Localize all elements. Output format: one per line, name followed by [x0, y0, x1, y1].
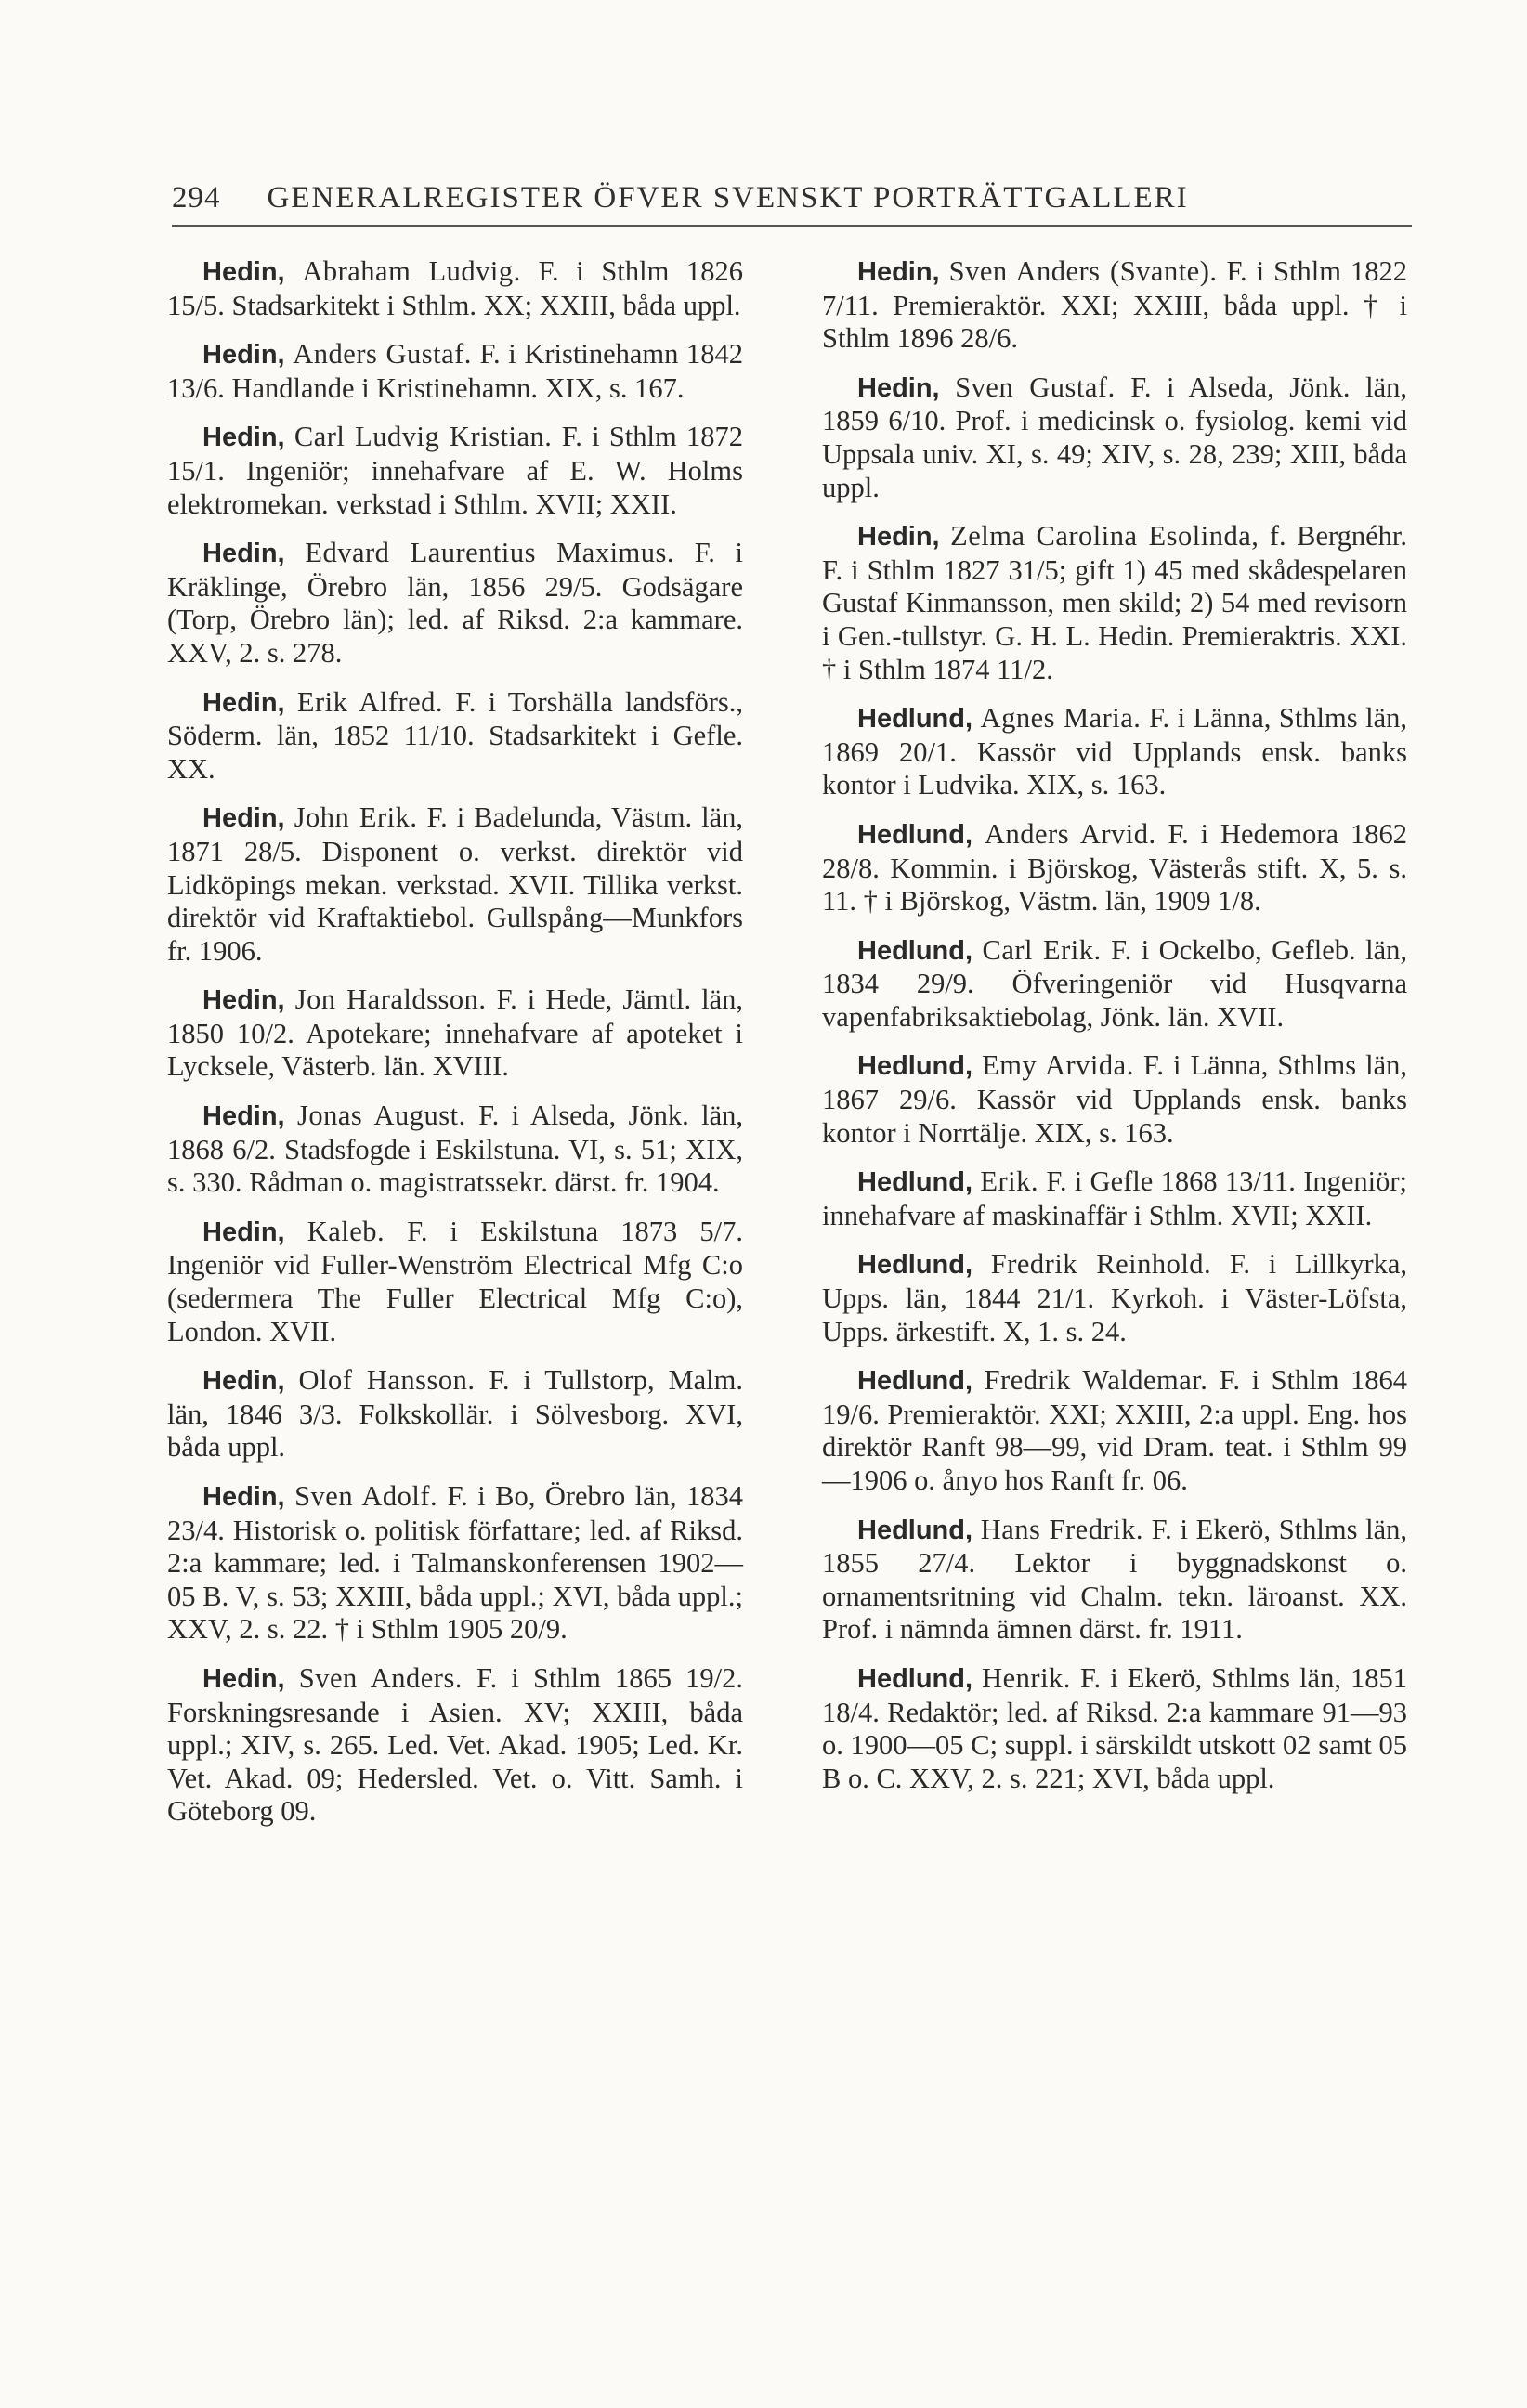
register-entry: [822, 255, 1407, 356]
entry-given-names: Anders Arvid.: [984, 817, 1156, 850]
register-entry: [167, 801, 743, 968]
register-entry: [167, 255, 743, 322]
entry-details: F. i Ekerö, Sthlms län, 1851 18/4. Redaktör; led. af Riksd. 2:a kammare 91—93 o. 1900—05 C; suppl. i särskildt utskott 02 samt 05 B o. C. XXV, 2. s. 221; XVI, båda uppl.: [822, 1661, 1407, 1794]
register-entry: [167, 983, 743, 1084]
entry-surname: Hedin,: [202, 985, 285, 1016]
entry-surname: Hedlund,: [857, 1250, 973, 1281]
right-column: [822, 255, 1407, 1811]
entry-surname: Hedlund,: [857, 1051, 973, 1082]
entry-surname: Hedin,: [202, 1217, 285, 1247]
entry-details: F. i Sthlm 1872 15/1. Ingeniör; innehafvare af E. W. Holms elektromekan. verkstad i Sthlm. XVII; XXII.: [167, 421, 743, 520]
entry-details: F. i Alseda, Jönk. län, 1859 6/10. Prof. i medicinsk o. fysiolog. kemi vid Uppsala univ. XI, s. 49; XIV, s. 28, 239; XIII, båda uppl.: [822, 371, 1407, 503]
entry-details: F. i Sthlm 1865 19/2. Forskningsresande i Asien. XV; XXIII, båda uppl.; XIV, s. 265. Led. Vet. Akad. 1905; Led. Kr. Vet. Akad. 09; Hedersled. Vet. o. Vitt. Samh. i Göteborg 09.: [167, 1661, 743, 1828]
register-entry: [822, 371, 1407, 504]
entry-details: F. i Hedemora 1862 28/8. Kommin. i Björskog, Västerås stift. X, 5. s. 11. † i Björskog, Västm. län, 1909 1/8.: [822, 817, 1407, 918]
entry-details: F. i Sthlm 1822 7/11. Premieraktör. XXI; XXIII, båda uppl. † i Sthlm 1896 28/6.: [822, 255, 1407, 355]
register-entry: [822, 818, 1407, 918]
register-entry: [167, 1662, 743, 1829]
entry-details: F. i Sthlm 1826 15/5. Stadsarkitekt i Sthlm. XX; XXIII, båda uppl.: [167, 255, 744, 321]
register-entry: [167, 338, 743, 405]
entry-surname: Hedin,: [202, 1663, 285, 1694]
entry-surname: Hedlund,: [857, 935, 973, 966]
entry-given-names: Sven Anders.: [298, 1661, 463, 1694]
entry-surname: Hedin,: [202, 687, 285, 718]
entry-given-names: Sven Anders (Svante).: [948, 255, 1218, 287]
register-entry: [822, 1165, 1407, 1232]
entry-details: F. i Eskilstuna 1873 5/7. Ingeniör vid Fuller-Wenström Electrical Mfg C:o (sedermera The Fuller Electrical Mfg C:o), London. XVII.: [167, 1215, 744, 1347]
entry-given-names: Carl Ludvig Kristian.: [294, 421, 553, 453]
register-entry: [822, 1662, 1407, 1795]
entry-given-names: Agnes Maria.: [980, 702, 1142, 735]
entry-details: F. i Ekerö, Sthlms län, 1855 27/4. Lektor i byggnadskonst o. ornamentsritning vid Chalm. tekn. läroanst. XX. Prof. i nämnda ämnen därst. fr. 1911.: [822, 1513, 1408, 1646]
register-entry: [167, 537, 743, 670]
register-entry: [822, 520, 1407, 686]
register-entry: [822, 1364, 1407, 1497]
entry-surname: Hedin,: [202, 1482, 285, 1512]
entry-details: F. i Länna, Sthlms län, 1867 29/6. Kassör vid Upplands ensk. banks kontor i Norrtälje. XIX, s. 163.: [822, 1049, 1407, 1149]
entry-details: F. i Sthlm 1864 19/6. Premieraktör. XXI; XXIII, 2:a uppl. Eng. hos direktör Ranft 98—99, vid Dram. teat. i Sthlm 99—1906 o. ånyo hos Ranft fr. 06.: [822, 1364, 1407, 1496]
register-entry: [822, 934, 1407, 1035]
entry-given-names: Jonas August.: [297, 1100, 466, 1132]
entry-given-names: Emy Arvida.: [982, 1049, 1134, 1082]
entry-surname: Hedin,: [857, 257, 940, 287]
entry-details: F. i Bo, Örebro län, 1834 23/4. Historisk o. politisk författare; led. af Riksd. 2:a kammare; led. i Talmanskonferensen 1902—05 B. V, s. 53; XXIII, båda uppl.; XVI, båda uppl.; XXV, 2. s. 22. † i Sthlm 1905 20/9.: [167, 1480, 744, 1646]
entry-given-names: Anders Gustaf.: [293, 338, 472, 371]
register-entry: [822, 1049, 1407, 1150]
entry-given-names: Erik.: [980, 1165, 1038, 1198]
register-entry: [167, 1100, 743, 1200]
entry-given-names: Sven Adolf.: [294, 1480, 438, 1512]
page-header: [172, 181, 1412, 215]
page-number: 294: [172, 181, 221, 215]
entry-surname: Hedlund,: [857, 704, 973, 735]
entry-given-names: John Erik.: [294, 801, 418, 834]
register-entry: [822, 1248, 1407, 1348]
entry-surname: Hedlund,: [857, 819, 973, 850]
entry-given-names: Kaleb.: [307, 1215, 385, 1247]
entry-given-names: Fredrik Reinhold.: [990, 1248, 1212, 1281]
entry-surname: Hedlund,: [857, 1366, 973, 1397]
entry-details: F. i Badelunda, Västm. län, 1871 28/5. Disponent o. verkst. direktör vid Lidköpings mekan. verkstad. XVII. Tillika verkst. direktör vid Kraftaktiebol. Gullspång—Munkfors fr. 1906.: [167, 801, 744, 967]
running-title: GENERALREGISTER ÖFVER SVENSKT PORTRÄTTGALLERI: [267, 181, 1189, 215]
register-entry: [167, 1364, 743, 1464]
entry-given-names: Abraham Ludvig.: [302, 255, 521, 287]
entry-surname: Hedin,: [202, 1366, 285, 1397]
entry-surname: Hedin,: [202, 423, 285, 453]
entry-details: F. i Kräklinge, Örebro län, 1856 29/5. Godsägare (Torp, Örebro län); led. af Riksd. 2:a kammare. XXV, 2. s. 278.: [167, 537, 744, 669]
register-entry: [822, 1514, 1407, 1647]
entry-surname: Hedin,: [202, 803, 285, 834]
entry-details: F. i Hede, Jämtl. län, 1850 10/2. Apotekare; innehafvare af apoteket i Lycksele, Västerb. län. XVIII.: [167, 983, 744, 1083]
entry-surname: Hedin,: [202, 257, 285, 287]
register-entry: [167, 1480, 743, 1647]
entry-surname: Hedin,: [857, 522, 940, 553]
entry-details: F. i Gefle 1868 13/11. Ingeniör; innehafvare af maskinaffär i Sthlm. XVII; XXII.: [822, 1165, 1407, 1231]
register-entry: [167, 421, 743, 521]
entry-details: F. i Lillkyrka, Upps. län, 1844 21/1. Kyrkoh. i Väster-Löfsta, Upps. ärkestift. X, 1. s. 24.: [822, 1248, 1408, 1347]
entry-given-names: Hans Fredrik.: [980, 1513, 1143, 1545]
entry-surname: Hedin,: [857, 372, 940, 403]
register-entry: [167, 686, 743, 787]
entry-given-names: Fredrik Waldemar.: [984, 1364, 1208, 1397]
entry-given-names: Edvard Laurentius Maximus.: [305, 537, 675, 569]
entry-surname: Hedin,: [202, 1101, 285, 1132]
entry-surname: Hedlund,: [857, 1663, 973, 1694]
entry-details: F. i Kristinehamn 1842 13/6. Handlande i Kristinehamn. XIX, s. 167.: [167, 338, 744, 404]
entry-surname: Hedlund,: [857, 1167, 973, 1198]
entry-details: F. i Tullstorp, Malm. län, 1846 3/3. Folkskollär. i Sölvesborg. XVI, båda uppl.: [167, 1364, 743, 1464]
entry-given-names: Erik Alfred.: [296, 685, 444, 718]
register-entry: [822, 702, 1407, 802]
entry-given-names: Jon Haraldsson.: [294, 983, 487, 1016]
entry-details: F. i Alseda, Jönk. län, 1868 6/2. Stadsfogde i Eskilstuna. VI, s. 51; XIX, s. 330. Rådman o. magistratssekr. därst. fr. 1904.: [167, 1100, 744, 1199]
entry-given-names: Henrik.: [982, 1661, 1071, 1694]
entry-details: f. Bergnéhr. F. i Sthlm 1827 31/5; gift 1) 45 med skådespelaren Gustaf Kinmansson, men skild; 2) 54 med revisorn i Gen.-tullstyr. G. H. L. Hedin. Premieraktris. XXI. † i Sthlm 1874 11/2.: [822, 520, 1407, 685]
header-rule: [172, 225, 1412, 227]
register-entry: [167, 1216, 743, 1348]
entry-details: F. i Torshälla landsförs., Söderm. län, 1852 11/10. Stadsarkitekt i Gefle. XX.: [167, 685, 743, 785]
entry-given-names: Sven Gustaf.: [955, 371, 1116, 403]
entry-details: F. i Ockelbo, Gefleb. län, 1834 29/9. Öfveringeniör vid Husqvarna vapenfabriksaktiebolag, Jönk. län. XVII.: [822, 933, 1408, 1033]
entry-surname: Hedin,: [202, 539, 285, 569]
entry-details: F. i Länna, Sthlms län, 1869 20/1. Kassör vid Upplands ensk. banks kontor i Ludvika. XIX, s. 163.: [822, 702, 1408, 801]
entry-surname: Hedlund,: [857, 1515, 973, 1545]
entry-given-names: Carl Erik.: [982, 933, 1102, 966]
entry-given-names: Zelma Carolina Esolinda,: [950, 520, 1259, 553]
entry-given-names: Olof Hansson.: [298, 1364, 476, 1397]
entry-surname: Hedin,: [202, 340, 285, 371]
left-column: [167, 255, 743, 1844]
